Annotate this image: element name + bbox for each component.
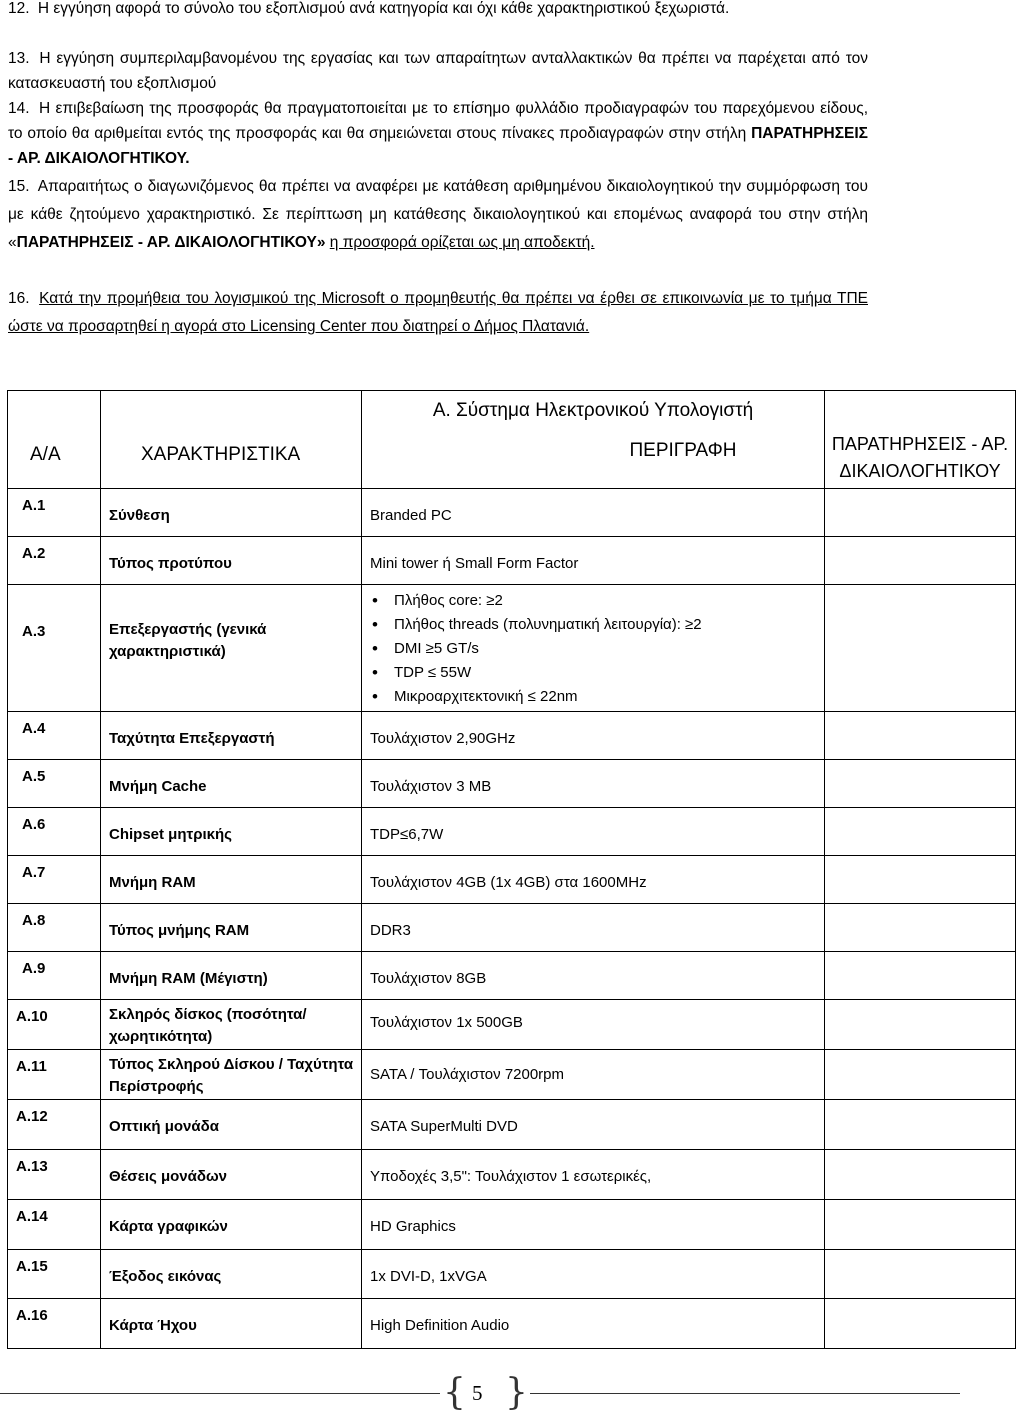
row-characteristic: Chipset μητρικής bbox=[101, 808, 362, 856]
header-aa: Α/Α bbox=[8, 391, 101, 489]
row-aa: Α.7 bbox=[8, 856, 101, 904]
row-remarks bbox=[825, 952, 1016, 1000]
row-characteristic: Τύπος μνήμης RAM bbox=[101, 904, 362, 952]
footer-right-brace: } bbox=[505, 1372, 528, 1413]
paragraph-text: Η εγγύηση συμπεριλαμβανομένου της εργασίας και των απαραίτητων ανταλλακτικών θα πρέπει να παρέχεται από τον κατασκευαστή του εξοπλισμού bbox=[8, 50, 868, 92]
row-description: SATA / Τουλάχιστον 7200rpm bbox=[362, 1050, 825, 1100]
paragraph-number: 16. bbox=[8, 290, 30, 307]
list-item: • TDP ≤ 55W bbox=[394, 661, 824, 685]
row-characteristic: Μνήμη RAM (Μέγιστη) bbox=[101, 952, 362, 1000]
row-remarks bbox=[825, 1250, 1016, 1299]
row-remarks bbox=[825, 585, 1016, 712]
row-remarks bbox=[825, 712, 1016, 760]
row-remarks bbox=[825, 760, 1016, 808]
paragraph-13 bbox=[8, 46, 868, 96]
row-characteristic: Επεξεργαστής (γενικά χαρακτηριστικά) bbox=[101, 585, 362, 712]
row-remarks bbox=[825, 1200, 1016, 1250]
row-description: Mini tower ή Small Form Factor bbox=[362, 537, 825, 585]
table-row bbox=[8, 1100, 1016, 1150]
row-characteristic: Θέσεις μονάδων bbox=[101, 1150, 362, 1200]
row-remarks bbox=[825, 808, 1016, 856]
paragraph-text: Απαραιτήτως ο διαγωνιζόμενος θα πρέπει να αναφέρει με κατάθεση αριθμημένου δικαιολογητικού την συμμόρφωση του με κάθε ζητούμενο χαρακτηριστικό. Σε περίπτωση μη κατάθεσης δικαιολογητικού και επομένως αναφορά του στην στήλη « bbox=[8, 178, 869, 251]
row-description: SATA SuperMulti DVD bbox=[362, 1100, 825, 1150]
table-row bbox=[8, 760, 1016, 808]
row-description: Τουλάχιστον 1x 500GB bbox=[362, 1000, 825, 1050]
row-remarks bbox=[825, 537, 1016, 585]
row-description: High Definition Audio bbox=[362, 1299, 825, 1349]
table-row bbox=[8, 1299, 1016, 1349]
header-characteristics: ΧΑΡΑΚΤΗΡΙΣΤΙΚΑ bbox=[101, 391, 362, 489]
header-remarks-line2: ΔΙΚΑΙΟΛΟΓΗΤΙΚΟΥ bbox=[839, 461, 1001, 481]
row-description: Τουλάχιστον 3 MB bbox=[362, 760, 825, 808]
table-row bbox=[8, 808, 1016, 856]
table-row bbox=[8, 1200, 1016, 1250]
table-row bbox=[8, 1050, 1016, 1100]
list-item: • Πλήθος core: ≥2 bbox=[394, 589, 824, 613]
footer-rule-left bbox=[0, 1393, 440, 1394]
table-row bbox=[8, 489, 1016, 537]
row-description: Τουλάχιστον 8GB bbox=[362, 952, 825, 1000]
row-aa: Α.2 bbox=[8, 537, 101, 585]
row-aa: Α.8 bbox=[8, 904, 101, 952]
paragraph-14 bbox=[8, 96, 868, 171]
row-characteristic: Τύπος Σκληρού Δίσκου / Ταχύτητα Περίστροφής bbox=[101, 1050, 362, 1100]
table-row bbox=[8, 1250, 1016, 1299]
paragraph-number: 14. bbox=[8, 100, 30, 117]
page-footer bbox=[0, 1373, 960, 1413]
header-description-cell bbox=[362, 391, 825, 489]
row-aa: Α.10 bbox=[8, 1000, 101, 1050]
section-title: Α. Σύστημα Ηλεκτρονικού Υπολογιστή bbox=[432, 400, 754, 421]
row-remarks bbox=[825, 904, 1016, 952]
header-remarks-line1: ΠΑΡΑΤΗΡΗΣΕΙΣ - ΑΡ. bbox=[831, 434, 1009, 454]
table-header-row bbox=[8, 391, 1016, 489]
row-description: Τουλάχιστον 2,90GHz bbox=[362, 712, 825, 760]
paragraph-text: Η επιβεβαίωση της προσφοράς θα πραγματοποιείται με το επίσημο φυλλάδιο προδιαγραφών του παρεχόμενου είδους, το οποίο θα αριθμείται εντός της προσφοράς και θα σημειώνεται στους πίνακες προδιαγραφών στην στήλη bbox=[8, 100, 868, 142]
row-description: 1x DVI-D, 1xVGA bbox=[362, 1250, 825, 1299]
footer-rule-right bbox=[530, 1393, 960, 1394]
row-characteristic: Κάρτα Ήχου bbox=[101, 1299, 362, 1349]
row-characteristic: Τύπος προτύπου bbox=[101, 537, 362, 585]
paragraph-12 bbox=[8, 0, 868, 21]
row-characteristic: Σύνθεση bbox=[101, 489, 362, 537]
table-row bbox=[8, 585, 1016, 712]
row-aa: Α.11 bbox=[8, 1050, 101, 1100]
row-aa: Α.12 bbox=[8, 1100, 101, 1150]
paragraph-bold-text: ΠΑΡΑΤΗΡΗΣΕΙΣ - ΑΡ. ΔΙΚΑΙΟΛΟΓΗΤΙΚΟΥ. bbox=[8, 125, 868, 167]
table-row bbox=[8, 856, 1016, 904]
row-characteristic: Μνήμη RAM bbox=[101, 856, 362, 904]
row-characteristic: Οπτική μονάδα bbox=[101, 1100, 362, 1150]
row-description bbox=[362, 585, 825, 712]
row-aa: Α.9 bbox=[8, 952, 101, 1000]
row-characteristic: Μνήμη Cache bbox=[101, 760, 362, 808]
row-remarks bbox=[825, 1000, 1016, 1050]
row-description: HD Graphics bbox=[362, 1200, 825, 1250]
paragraph-number: 12. bbox=[8, 0, 30, 17]
table-row bbox=[8, 952, 1016, 1000]
row-remarks bbox=[825, 856, 1016, 904]
row-description: TDP≤6,7W bbox=[362, 808, 825, 856]
table-row bbox=[8, 904, 1016, 952]
row-description: DDR3 bbox=[362, 904, 825, 952]
spec-table bbox=[7, 390, 1016, 1349]
paragraph-number: 13. bbox=[8, 50, 30, 67]
header-description: ΠΕΡΙΓΡΑΦΗ bbox=[629, 440, 737, 461]
row-aa: Α.15 bbox=[8, 1250, 101, 1299]
list-item: • Πλήθος threads (πολυνηματική λειτουργία): ≥2 bbox=[394, 613, 824, 637]
row-remarks bbox=[825, 1050, 1016, 1100]
row-description: Υποδοχές 3,5": Τουλάχιστον 1 εσωτερικές, bbox=[362, 1150, 825, 1200]
row-remarks bbox=[825, 489, 1016, 537]
paragraph-underlined-text: η προσφορά ορίζεται ως μη αποδεκτή. bbox=[329, 234, 595, 251]
row-aa: Α.6 bbox=[8, 808, 101, 856]
row-remarks bbox=[825, 1150, 1016, 1200]
processor-spec-list bbox=[370, 589, 824, 709]
row-remarks bbox=[825, 1100, 1016, 1150]
list-item: • DMI ≥5 GT/s bbox=[394, 637, 824, 661]
row-aa: Α.3 bbox=[8, 585, 101, 712]
row-aa: Α.16 bbox=[8, 1299, 101, 1349]
table-row bbox=[8, 1150, 1016, 1200]
row-aa: Α.14 bbox=[8, 1200, 101, 1250]
row-characteristic: Κάρτα γραφικών bbox=[101, 1200, 362, 1250]
paragraph-16 bbox=[8, 285, 868, 341]
row-characteristic: Σκληρός δίσκος (ποσότητα/χωρητικότητα) bbox=[101, 1000, 362, 1050]
paragraph-number: 15. bbox=[8, 178, 30, 195]
table-row bbox=[8, 537, 1016, 585]
row-characteristic: Ταχύτητα Επεξεργαστή bbox=[101, 712, 362, 760]
paragraph-bold-text: ΠΑΡΑΤΗΡΗΣΕΙΣ - ΑΡ. ΔΙΚΑΙΟΛΟΓΗΤΙΚΟΥ» bbox=[16, 234, 326, 251]
paragraph-15 bbox=[8, 173, 868, 257]
paragraph-text: Η εγγύηση αφορά το σύνολο του εξοπλισμού ανά κατηγορία και όχι κάθε χαρακτηριστικού ξεχωριστά. bbox=[37, 0, 730, 17]
header-remarks bbox=[825, 391, 1016, 489]
table-row bbox=[8, 712, 1016, 760]
row-remarks bbox=[825, 1299, 1016, 1349]
paragraph-underlined-text: Κατά την προμήθεια του λογισμικού της Microsoft ο προμηθευτής θα πρέπει να έρθει σε επικοινωνία με το τμήμα ΤΠΕ ώστε να προσαρτηθεί η αγορά στο Licensing Center που διατηρεί ο Δήμος Πλατανιά. bbox=[8, 290, 868, 335]
page-number: 5 bbox=[472, 1381, 483, 1405]
row-aa: Α.1 bbox=[8, 489, 101, 537]
row-characteristic: Έξοδος εικόνας bbox=[101, 1250, 362, 1299]
footer-left-brace: { bbox=[443, 1372, 466, 1413]
row-aa: Α.13 bbox=[8, 1150, 101, 1200]
row-description: Τουλάχιστον 4GB (1x 4GB) στα 1600MHz bbox=[362, 856, 825, 904]
table-row bbox=[8, 1000, 1016, 1050]
row-aa: Α.5 bbox=[8, 760, 101, 808]
row-description: Branded PC bbox=[362, 489, 825, 537]
list-item: • Μικροαρχιτεκτονική ≤ 22nm bbox=[394, 685, 824, 709]
row-aa: Α.4 bbox=[8, 712, 101, 760]
